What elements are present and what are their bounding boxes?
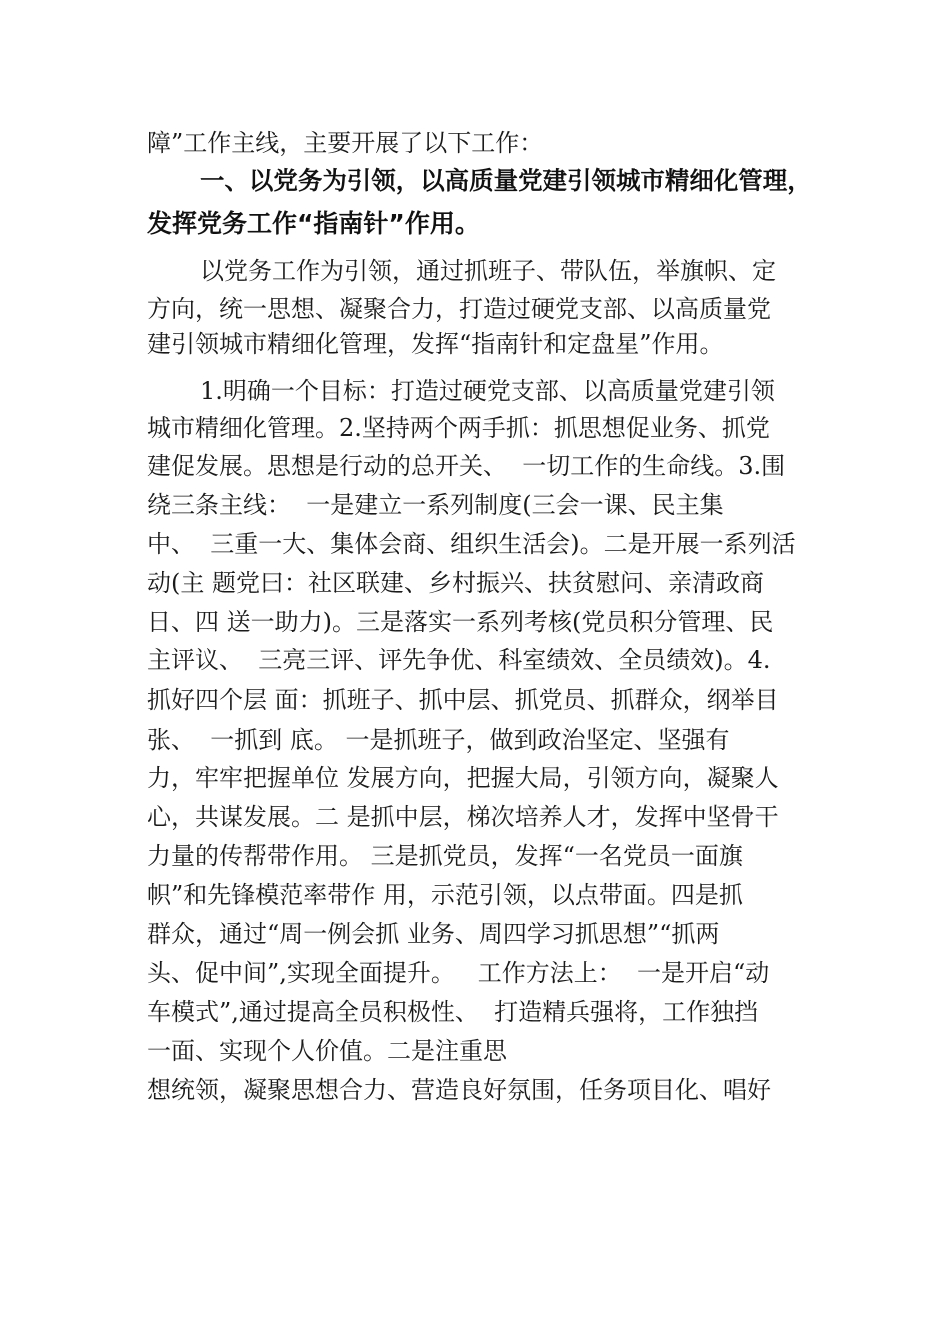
section-heading: 一、以党务为引领，以高质量党建引领城市精细化管理，: [200, 166, 812, 195]
paragraph-line: 日、四 送一助力)。三是落实一系列考核(党员积分管理、民: [147, 608, 774, 636]
paragraph-line: 建促发展。思想是行动的总开关、 一切工作的生命线。3.围: [147, 452, 786, 480]
paragraph-line: 绕三条主线： 一是建立一系列制度(三会一课、民主集: [147, 491, 724, 519]
paragraph-line: 主评议、 三亮三评、评先争优、科室绩效、全员绩效)。4.: [147, 646, 771, 674]
paragraph-line: 建引领城市精细化管理，发挥“指南针和定盘星”作用。: [147, 330, 724, 358]
paragraph-line: 以党务工作为引领，通过抓班子、带队伍，举旗帜、定: [200, 257, 776, 285]
paragraph-line: 1.明确一个目标：打造过硬党支部、以高质量党建引领: [200, 377, 775, 405]
paragraph-line: 抓好四个层 面：抓班子、抓中层、抓党员、抓群众，纲举目: [147, 686, 779, 714]
paragraph-line: 一面、实现个人价值。二是注重思: [147, 1037, 507, 1065]
text-line: 障”工作主线，主要开展了以下工作：: [147, 129, 544, 157]
paragraph-line: 车模式”,通过提高全员积极性、 打造精兵强将，工作独挡: [147, 998, 759, 1026]
paragraph-line: 中、 三重一大、集体会商、组织生活会)。二是开展一系列活: [147, 530, 796, 558]
paragraph-line: 头、促中间”,实现全面提升。 工作方法上： 一是开启“动: [147, 959, 770, 987]
section-heading-continued: 发挥党务工作“指南针”作用。: [147, 209, 480, 238]
paragraph-line: 方向，统一思想、凝聚合力，打造过硬党支部、以高质量党: [147, 295, 771, 323]
paragraph-line: 张、 一抓到 底。 一是抓班子，做到政治坚定、坚强有: [147, 726, 730, 754]
paragraph-line: 动(主 题党曰：社区联建、乡村振兴、扶贫慰问、亲清政商: [147, 569, 764, 597]
paragraph-line: 力，牢牢把握单位 发展方向，把握大局，引领方向，凝聚人: [147, 764, 779, 792]
paragraph-line: 帜”和先锋模范率带作 用，示范引领，以点带面。四是抓: [147, 881, 743, 909]
paragraph-line: 力量的传帮带作用。 三是抓党员，发挥“一名党员一面旗: [147, 842, 743, 870]
paragraph-line: 想统领，凝聚思想合力、营造良好氛围，任务项目化、唱好: [147, 1076, 771, 1104]
paragraph-line: 群众，通过“周一例会抓 业务、周四学习抓思想”“抓两: [147, 920, 720, 948]
paragraph-line: 心，共谋发展。二 是抓中层，梯次培养人才，发挥中坚骨干: [147, 803, 779, 831]
paragraph-line: 城市精细化管理。2.坚持两个两手抓：抓思想促业务、抓党: [147, 414, 770, 442]
